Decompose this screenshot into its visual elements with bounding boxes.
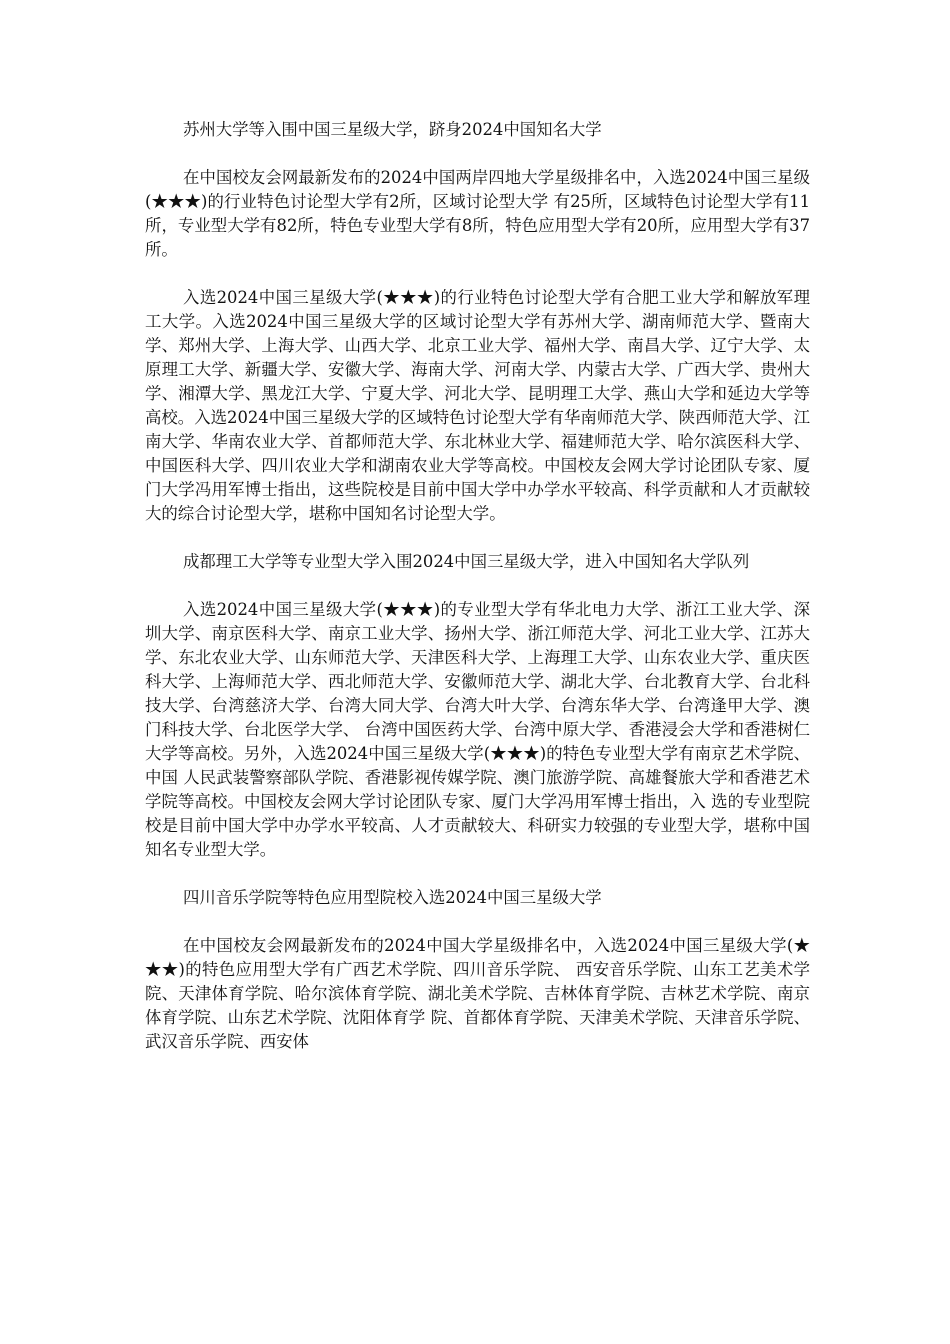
section-paragraph-1: 在中国校友会网最新发布的2024中国两岸四地大学星级排名中，入选2024中国三星级(★★★)的行业特色讨论型大学有2所，区域讨论型大学 有25所，区域特色讨论型大学有11所，专业型大学有82所，特色专业型大学有8所，特色应用型大学有20所，应用型大学有37所。 [145, 168, 810, 259]
section-heading-2: 成都理工大学等专业型大学入围2024中国三星级大学，进入中国知名大学队列 [183, 552, 750, 571]
section-heading-1: 苏州大学等入围中国三星级大学，跻身2024中国知名大学 [183, 120, 602, 139]
document-body [145, 118, 810, 1078]
section-paragraph-3: 入选2024中国三星级大学(★★★)的专业型大学有华北电力大学、浙江工业大学、深圳大学、南京医科大学、南京工业大学、扬州大学、浙江师范大学、河北工业大学、江苏大学、东北农业大学、山东师范大学、天津医科大学、上海理工大学、山东农业大学、重庆医科大学、上海师范大学、西北师范大学、安徽师范大学、湖北大学、台北教育大学、台北科技大学、台湾慈济大学、台湾大同大学、台湾大叶大学、台湾东华大学、台湾逢甲大学、澳门科技大学、台北医学大学、 台湾中国医药大学、台湾中原大学、香港浸会大学和香港树仁大学等高校。另外，入选2024中国三星级大学(★★★)的特色专业型大学有南京艺术学院、中国 人民武装警察部队学院、香港影视传媒学院、澳门旅游学院、高雄餐旅大学和香港艺术学院等高校。中国校友会网大学讨论团队专家、厦门大学冯用军博士指出，入 选的专业型院校是目前中国大学中办学水平较高、人才贡献较大、科研实力较强的专业型大学，堪称中国知名专业型大学。 [145, 600, 810, 859]
section-paragraph-4: 在中国校友会网最新发布的2024中国大学星级排名中，入选2024中国三星级大学(★★★)的特色应用型大学有广西艺术学院、四川音乐学院、 西安音乐学院、山东工艺美术学院、天津体育学院、哈尔滨体育学院、湖北美术学院、吉林体育学院、吉林艺术学院、南京体育学院、山东艺术学院、沈阳体育学 院、首都体育学院、天津美术学院、天津音乐学院、武汉音乐学院、西安体 [145, 936, 810, 1051]
section-heading-3: 四川音乐学院等特色应用型院校入选2024中国三星级大学 [183, 888, 602, 907]
section-paragraph-2: 入选2024中国三星级大学(★★★)的行业特色讨论型大学有合肥工业大学和解放军理工大学。入选2024中国三星级大学的区域讨论型大学有苏州大学、湖南师范大学、暨南大学、郑州大学、上海大学、山西大学、北京工业大学、福州大学、南昌大学、辽宁大学、太原理工大学、新疆大学、安徽大学、海南大学、河南大学、内蒙古大学、广西大学、贵州大学、湘潭大学、黑龙江大学、宁夏大学、河北大学、昆明理工大学、燕山大学和延边大学等高校。入选2024中国三星级大学的区域特色讨论型大学有华南师范大学、陕西师范大学、江南大学、华南农业大学、首都师范大学、东北林业大学、福建师范大学、哈尔滨医科大学、中国医科大学、四川农业大学和湖南农业大学等高校。中国校友会网大学讨论团队专家、厦门大学冯用军博士指出，这些院校是目前中国大学中办学水平较高、科学贡献和人才贡献较大的综合讨论型大学，堪称中国知名讨论型大学。 [145, 288, 810, 523]
